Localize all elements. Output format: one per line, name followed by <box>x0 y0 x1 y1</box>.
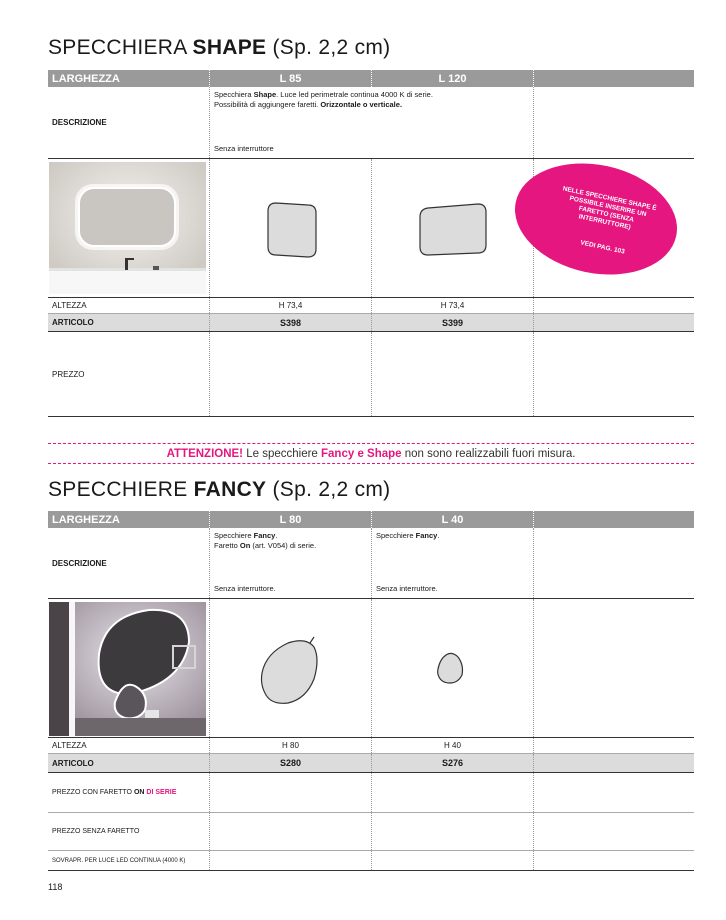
fancy-product-photo <box>49 602 206 736</box>
price-with-spot-row <box>48 773 694 813</box>
surcharge-row <box>48 851 694 871</box>
section-title-fancy: SPECCHIERE FANCY (Sp. 2,2 cm) <box>48 478 391 501</box>
shape-l85-drawing <box>210 159 371 297</box>
article-col1: S280 <box>279 758 302 768</box>
fancy-l40-drawing <box>372 599 533 737</box>
height-col1: H 80 <box>282 741 299 750</box>
section-title-shape: SPECCHIERA SHAPE (Sp. 2,2 cm) <box>48 36 391 59</box>
price-row <box>48 332 694 417</box>
height-label: ALTEZZA <box>52 741 87 750</box>
height-col2: H 40 <box>444 741 461 750</box>
width-col1: L 80 <box>279 513 302 526</box>
table-header <box>48 511 694 528</box>
promo-badge-text: NELLE SPECCHIERE SHAPE È POSSIBILE INSERIRE UN FARETTO (SENZA INTERRUTTORE) <box>562 185 658 232</box>
description-label: DESCRIZIONE <box>52 558 107 568</box>
height-row <box>48 298 694 314</box>
width-col1: L 85 <box>279 72 302 85</box>
price-without-spot-row <box>48 813 694 851</box>
switch-note-col2: Senza interruttore. <box>376 584 438 593</box>
notice-divider-top <box>48 443 694 444</box>
promo-badge-ref: VEDI PAG. 103 <box>579 239 626 256</box>
shape-product-photo <box>49 162 206 294</box>
article-row <box>48 754 694 773</box>
article-label: ARTICOLO <box>52 318 94 327</box>
width-label: LARGHEZZA <box>52 513 120 526</box>
description-label: DESCRIZIONE <box>52 118 107 127</box>
price-label: PREZZO <box>52 369 85 379</box>
width-col2: L 120 <box>438 72 467 85</box>
fancy-l80-drawing <box>210 599 371 737</box>
height-label: ALTEZZA <box>52 301 87 310</box>
width-label: LARGHEZZA <box>52 72 120 85</box>
width-col2: L 40 <box>441 513 464 526</box>
article-col2: S399 <box>441 317 464 328</box>
shape-l120-drawing <box>372 159 533 297</box>
surcharge-label: SOVRAPR. PER LUCE LED CONTINUA (4000 K) <box>52 857 186 864</box>
image-row <box>48 599 694 738</box>
height-col1: H 73,4 <box>278 301 303 310</box>
description-row <box>48 528 694 599</box>
description-col2: Specchiere Fancy. Senza interruttore. <box>376 531 440 593</box>
article-col2: S276 <box>441 758 464 768</box>
table-header <box>48 70 694 87</box>
page-number: 118 <box>48 882 63 892</box>
notice-text: ATTENZIONE! Le specchiere Fancy e Shape non sono realizzabili fuori misura. <box>166 448 576 460</box>
price-with-spot-label: PREZZO CON FARETTO ON DI SERIE <box>52 789 177 796</box>
switch-note: Senza interruttore <box>214 144 274 153</box>
price-without-spot-label: PREZZO SENZA FARETTO <box>52 828 140 835</box>
article-row <box>48 314 694 332</box>
description-text: Specchiera Shape. Luce led perimetrale continua 4000 K di serie. Possibilità di aggiungere faretti. Orizzontale o verticale. Senza interruttore <box>214 90 433 153</box>
article-col1: S398 <box>279 317 302 328</box>
notice-divider-bottom <box>48 463 694 464</box>
description-col1: Specchiere Fancy. Faretto On (art. V054) di serie. Senza interruttore. <box>214 531 317 593</box>
height-col2: H 73,4 <box>440 301 465 310</box>
switch-note-col1: Senza interruttore. <box>214 584 276 593</box>
description-row <box>48 87 694 159</box>
article-label: ARTICOLO <box>52 758 94 768</box>
height-row <box>48 738 694 754</box>
